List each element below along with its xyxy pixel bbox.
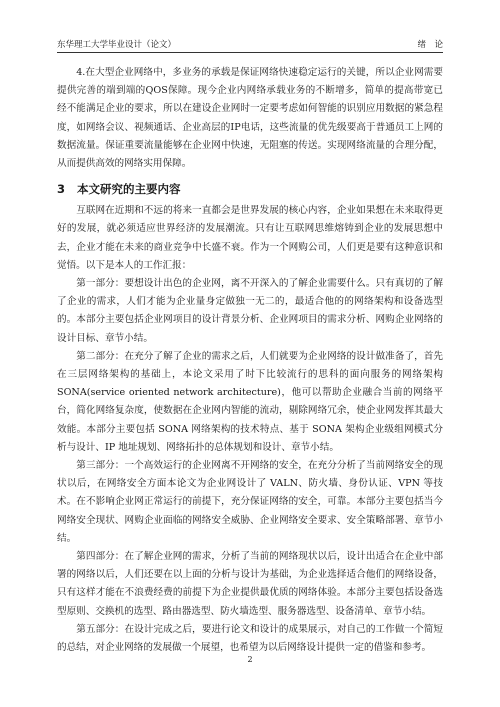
section-paragraph-part-5: 第五部分：在设计完成之后，要进行论文和设计的成果展示，对自己的工作做一个简短的总结，对企业网络的发展做一个展望，也希望为以后网络设计提供一定的借鉴和参考。 [57,623,443,654]
section-title: 本文研究的主要内容 [77,182,181,197]
section-paragraph-part-1: 第一部分：要想设计出色的企业网，离不开深入的了解企业需要什么。只有真切的了解了企业的需求，人们才能为企业量身定做独一无二的，最适合他的的网络架构和设备选型的。本部分主要包括企业网项目的设计背景分析、企业网项目的需求分析、网购企业网络的设计目标、章节小结。 [57,278,443,344]
header-thesis-title: 东华理工大学毕业设计（论文） [57,40,177,50]
page-header [57,32,443,53]
intro-paragraph: 4.在大型企业网络中，多业务的承载是保证网络快速稳定运行的关键，所以企业网需要提供完善的端到端的QOS保障。现今企业内网络承载业务的不断增多，简单的提高带宽已经不能满足企业的要求，所以在建设企业网时一定要考虑如何智能的识别应用数据的紧急程度，如网络会议、视频通话、企业高层的IP电话，这些流量的优先级要高于普通员工上网的数据流量。保证重要流量能够在企业网中快速，无阻塞的传送。实现网络流量的合理分配，从而提供高效的网络实用保障。 [57,67,443,170]
section-paragraph-part-4: 第四部分：在了解企业网的需求，分析了当前的网络现状以后，设计出适合在企业中部署的网络以后，人们还要在以上面的分析与设计为基础，为企业选择适合他们的网络设备，只有这样才能在不浪费经费的前提下为企业提供最优质的网络体验。本部分主要包括设备选型原则、交换机的选型、路由器选型、防火墙选型、服务器选型、设备清单、章节小结。 [57,551,443,617]
section-number: 3 [57,182,66,197]
section-paragraph-part-2: 第二部分：在充分了解了企业的需求之后，人们就要为企业网络的设计做准备了，首先在三层网络架构的基础上，本论文采用了时下比较流行的思科的面向服务的网络架构 SONA(service oriented network architecture)，他可以帮助企业融合当前的网络平台，简化网络复杂度，使数据在企业网内智能的流动，剔除网络冗余，使企业网发挥其最大效能。本部分主要包括 SONA 网络架构的技术特点、基于 SONA 架构企业级组网模式分析与设计、IP 地址规划、网络拓扑的总体规划和设计、章节小结。 [57,350,443,453]
section-heading [57,179,443,199]
section-paragraph-part-3: 第三部分：一个高效运行的企业网离不开网络的安全，在充分分析了当前网络安全的现状以后，在网络安全方面本论文为企业网设计了 VALN、防火墙、身份认证、VPN 等技术。在不影响企业网正常运行的前提下，充分保证网络的安全，可靠。本部分主要包括当今网络安全现状、网购企业面临的网络安全威胁、企业网络安全要求、安全策略部署、章节小结。 [57,460,443,544]
section-paragraph-intro: 互联网在近期和不远的将来一直都会是世界发展的核心内容，企业如果想在未来取得更好的发展，就必须适应世界经济的发展潮流。只有让互联网思维熔铸到企业的发展思想中去，企业才能在未来的商业竞争中长盛不衰。作为一个网购公司，人们更是要有这种意识和觉悟。以下是本人的工作汇报： [57,205,443,271]
page-body [57,64,443,657]
header-chapter-title: 绪 论 [417,40,443,50]
page-number: 2 [247,655,253,664]
